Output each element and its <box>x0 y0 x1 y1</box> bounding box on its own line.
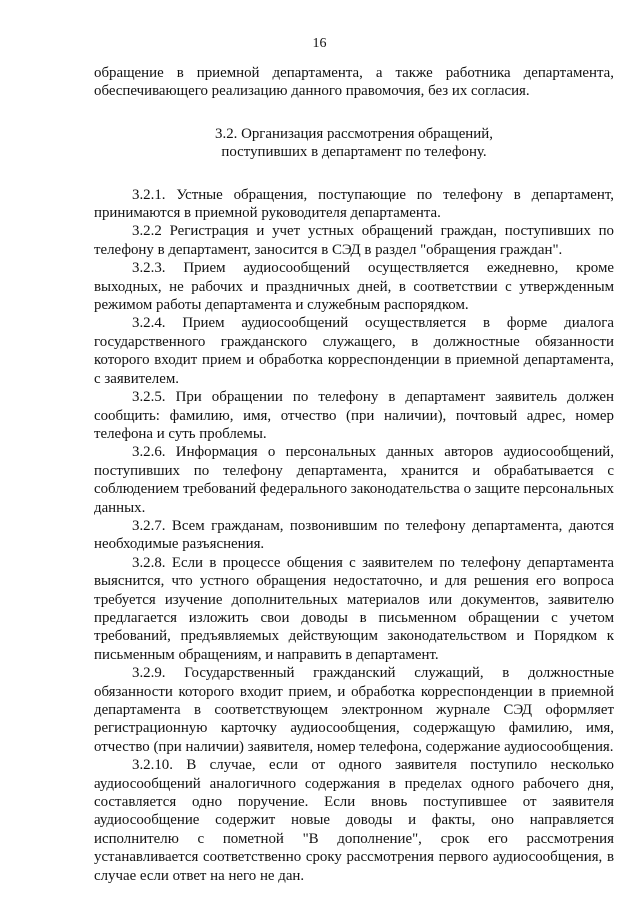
paragraph-3-2-9: 3.2.9. Государственный гражданский служащий, в должностные обязанности которого входит прием, и обработка корреспонденции в приемной департамента в соответствующем электронном журнале СЭД оформляет регистрационную карточку аудиосообщения, содержащую фамилию, имя, отчество (при наличии) заявителя, номер телефона, содержание аудиосообщения. <box>94 665 614 755</box>
section-heading-line-1: 3.2. Организация рассмотрения обращений, <box>215 125 493 142</box>
intro-paragraph: обращение в приемной департамента, а также работника департамента, обеспечивающего реализацию данного правомочия, без их согласия. <box>94 65 614 100</box>
paragraph-3-2-3: 3.2.3. Прием аудиосообщений осуществляется ежедневно, кроме выходных, не рабочих и праздничных дней, в соответствии с утвержденным режимом работы департамента и служебным распорядком. <box>94 260 614 314</box>
section-heading <box>94 125 614 162</box>
document-body <box>94 64 614 885</box>
paragraph-3-2-10: 3.2.10. В случае, если от одного заявителя поступило несколько аудиосообщений аналогичного содержания в пределах одного рабочего дня, составляется одно поручение. Если вновь поступившее от заявителя аудиосообщение содержит новые доводы и факты, оно направляется исполнителю с пометной "В дополнение", срок его рассмотрения устанавливается соответственно сроку рассмотрения первого аудиосообщения, в случае если ответ на него не дан. <box>94 757 614 884</box>
section-heading-line-2: поступивших в департамент по телефону. <box>221 144 487 161</box>
paragraph-3-2-8: 3.2.8. Если в процессе общения с заявителем по телефону департамента выяснится, что устного обращения недостаточно, и для решения его вопроса требуется изучение дополнительных материалов или документов, заявителю предлагается изложить свои доводы в письменном обращении с учетом требований, предъявляемых действующим законодательством и Порядком к письменным обращениям, и направить в департамент. <box>94 554 614 663</box>
paragraph-3-2-5: 3.2.5. При обращении по телефону в департамент заявитель должен сообщить: фамилию, имя, отчество (при наличии), почтовый адрес, номер телефона и суть проблемы. <box>94 389 614 442</box>
paragraph-3-2-4: 3.2.4. Прием аудиосообщений осуществляется в форме диалога государственного гражданского служащего, в должностные обязанности которого входит прием и обработка корреспонденции в приемной департамента, с заявителем. <box>94 315 614 387</box>
paragraph-3-2-6: 3.2.6. Информация о персональных данных авторов аудиосообщений, поступивших по телефону департамента, хранится и обрабатывается с соблюдением требований федерального законодательства о защите персональных данных. <box>94 444 614 516</box>
paragraph-3-2-7: 3.2.7. Всем гражданам, позвонившим по телефону департамента, даются необходимые разъяснения. <box>94 517 614 553</box>
paragraph-3-2-2: 3.2.2 Регистрация и учет устных обращений граждан, поступивших по телефону в департамент, заносится в СЭД в раздел "обращения граждан". <box>94 223 614 258</box>
paragraph-3-2-1: 3.2.1. Устные обращения, поступающие по телефону в департамент, принимаются в приемной руководителя департамента. <box>94 186 614 222</box>
page-number: 16 <box>312 36 327 51</box>
